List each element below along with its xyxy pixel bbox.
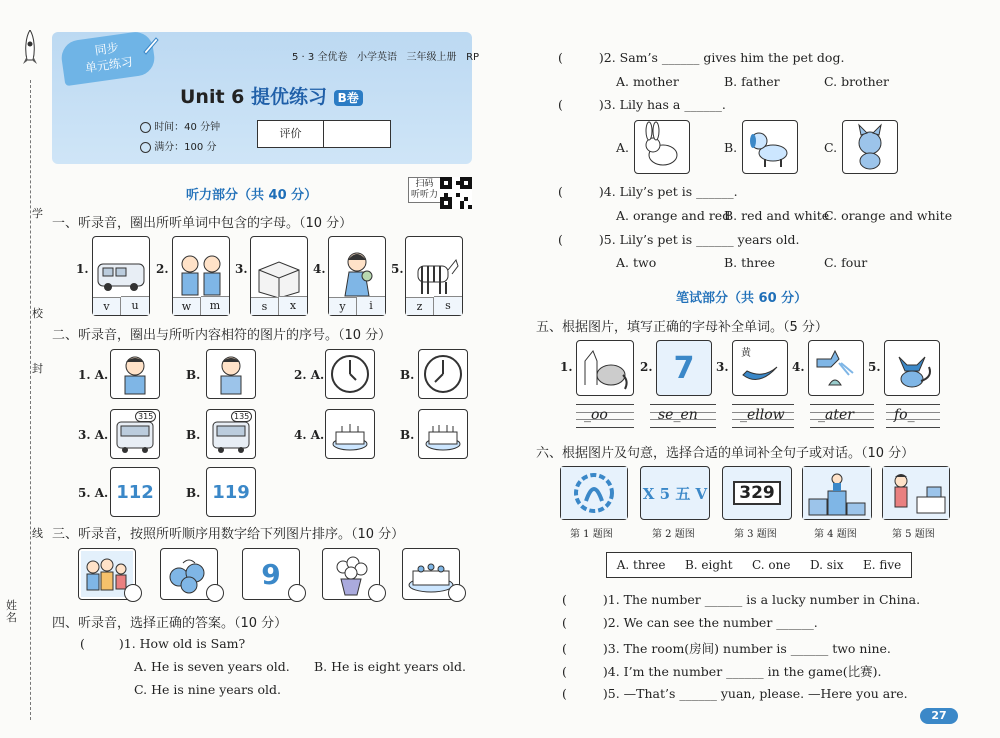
cat-icon: [843, 121, 897, 173]
edition-name: RP: [466, 52, 480, 63]
rating-label: 评价: [258, 121, 324, 147]
s6-caption-3: 第 3 题图: [734, 529, 777, 540]
watering-icon: [809, 341, 863, 395]
s1-pic-box[interactable]: [250, 236, 308, 316]
s1-num-1: 1.: [76, 262, 89, 276]
s2-pic-2b[interactable]: [418, 349, 468, 399]
s3-circle-1[interactable]: [124, 584, 142, 602]
time-label: 时间：40 分钟: [154, 122, 221, 133]
listening-heading: 听力部分（共 40 分）: [186, 188, 318, 203]
s5-word-3: _ellow: [740, 407, 785, 423]
page-number-text: 27: [931, 709, 947, 722]
r-q2-option-c[interactable]: C. brother: [824, 74, 890, 89]
cake-icon: [419, 410, 467, 458]
bus-number-b: 135: [231, 411, 252, 422]
r-q5: [558, 232, 799, 247]
section3-title: 三、听录音，按照所听顺序用数字给下列图片排序。（10 分）: [52, 527, 405, 542]
r-q2-text: )2. Sam’s ______ gives him the pet dog.: [598, 50, 845, 65]
s6-pic3-text: 329: [733, 481, 781, 505]
title-unit: Unit 6: [180, 86, 245, 108]
series-name: 5 · 3 全优卷: [292, 52, 348, 63]
boy-icon: [111, 350, 159, 398]
s1-pic-brothers[interactable]: [172, 236, 230, 316]
s1-letter-2b[interactable]: m: [201, 296, 229, 315]
section2-title: 二、听录音，圈出与所听内容相符的图片的序号。（10 分）: [52, 328, 392, 343]
s2-pic-4a[interactable]: [325, 409, 375, 459]
qr-code-icon[interactable]: [440, 177, 472, 209]
r-q3-option-b[interactable]: B.: [724, 140, 738, 155]
number-119: 119: [212, 481, 250, 503]
r-q4-option-b[interactable]: B. red and white: [724, 208, 830, 223]
podium-icon: [803, 467, 871, 519]
score-info: [140, 138, 216, 153]
s6-q1: [562, 592, 920, 607]
s4-q1-paren-open: (: [80, 636, 85, 651]
r-q5-option-c[interactable]: C. four: [824, 255, 868, 270]
s1-letter-1b[interactable]: u: [121, 296, 149, 315]
r-q3-pic-dog[interactable]: [742, 120, 798, 174]
s6-pic-2: [640, 466, 710, 520]
s4-q1-text: 1. How old is Sam?: [123, 636, 246, 651]
s1-letter-1a[interactable]: v: [93, 297, 121, 315]
s6-caption-5: 第 5 题图: [892, 529, 935, 540]
check-icon: [140, 142, 151, 153]
margin-label-name: 姓名: [6, 599, 17, 624]
word-bank-c: C. one: [752, 558, 791, 572]
rating-field[interactable]: [324, 121, 390, 147]
zoo-animals-icon: [577, 341, 633, 395]
r-q2-option-a[interactable]: A. mother: [616, 74, 679, 89]
s5-pic-zoo: [576, 340, 634, 396]
s2-label-1b: B.: [186, 368, 201, 382]
s3-circle-4[interactable]: [368, 584, 386, 602]
time-info: [140, 118, 220, 133]
s1-pic-girl[interactable]: [328, 236, 386, 316]
s3-circle-5[interactable]: [448, 584, 466, 602]
s2-pic-3b[interactable]: [206, 409, 256, 459]
qr-label-2: 听听力: [411, 190, 439, 200]
score-label: 满分：100 分: [154, 142, 217, 153]
s2-pic-1b[interactable]: [206, 349, 256, 399]
s6-q1-paren: (: [562, 592, 567, 607]
s4-q1-paren-close: ): [118, 636, 124, 651]
s1-num-3: 3.: [235, 262, 248, 276]
s6-pic-5: [882, 466, 950, 520]
title-tag: B卷: [334, 90, 363, 106]
r-q4-text: )4. Lily’s pet is ______.: [598, 184, 738, 199]
s5-num-2: 2.: [640, 360, 653, 374]
page-title: [180, 82, 363, 109]
s5-write-1[interactable]: [576, 404, 634, 428]
section5-title: 五、根据图片，填写正确的字母补全单词。（5 分）: [536, 320, 828, 335]
s6-q1-text: )1. The number ______ is a lucky number in China.: [602, 592, 921, 607]
margin-label-school: 学: [32, 207, 43, 220]
knot-icon: [561, 467, 627, 519]
r-q5-option-a[interactable]: A. two: [616, 255, 657, 270]
word-bank-b: B. eight: [684, 558, 733, 572]
s4-q1-option-a[interactable]: A. He is seven years old.: [134, 659, 290, 674]
s5-write-4[interactable]: [810, 404, 874, 428]
word-bank: [606, 552, 912, 578]
s2-pic-1a[interactable]: [110, 349, 160, 399]
s2-label-4a: 4. A.: [294, 428, 325, 442]
s5-write-5[interactable]: [886, 404, 940, 428]
s6-q2: [562, 615, 818, 630]
s1-num-5: 5.: [391, 262, 404, 276]
series-info: [292, 48, 479, 63]
r-q3-pic-rabbit[interactable]: [634, 120, 690, 174]
s4-q1: [80, 636, 245, 651]
s5-write-3[interactable]: [732, 404, 794, 428]
s1-pic-van[interactable]: [92, 236, 150, 316]
yellow-char: 黄: [741, 348, 751, 359]
s5-num-3: 3.: [716, 360, 729, 374]
cake-icon: [326, 410, 374, 458]
rocket-icon: [22, 30, 38, 70]
title-cn: 提优练习: [251, 86, 328, 108]
word-bank-d: D. six: [809, 558, 844, 572]
digit-7: 7: [673, 350, 695, 386]
s6-caption-1: 第 1 题图: [570, 529, 613, 540]
qr-label: [408, 177, 441, 203]
r-q3-paren: (: [558, 97, 563, 112]
margin-label-seal: 封: [32, 362, 43, 375]
r-q3-option-c[interactable]: C.: [824, 140, 838, 155]
s1-num-2: 2.: [156, 262, 169, 276]
section6-title: 六、根据图片及句意，选择合适的单词补全句子或对话。（10 分）: [536, 446, 915, 461]
dog-icon: [743, 121, 797, 173]
s3-circle-2[interactable]: [206, 584, 224, 602]
s5-num-5: 5.: [868, 360, 881, 374]
fox-icon: [885, 341, 939, 395]
word-bank-a: A. three: [616, 558, 666, 572]
s1-letter-4a[interactable]: y: [329, 297, 357, 315]
badge-line1: 同步: [93, 40, 120, 58]
s5-num-1: 1.: [560, 360, 573, 374]
s6-q3: [562, 639, 891, 657]
s2-label-1a: 1. A.: [78, 368, 109, 382]
s6-q2-text: )2. We can see the number ______.: [602, 615, 818, 630]
s6-caption-4: 第 4 题图: [814, 529, 857, 540]
s2-pic-4b[interactable]: [418, 409, 468, 459]
s5-word-1: _oo: [584, 407, 608, 423]
s1-letter-3b[interactable]: x: [279, 296, 307, 315]
s5-word-5: fo_: [894, 407, 915, 423]
s2-pic-3a[interactable]: [110, 409, 160, 459]
word-bank-e: E. five: [862, 558, 902, 572]
s2-label-5a: 5. A.: [78, 486, 109, 500]
rabbit-icon: [635, 121, 689, 173]
qr-label-1: 扫码: [415, 179, 434, 189]
subject-name: 小学英语: [357, 52, 397, 63]
s1-num-4: 4.: [313, 262, 326, 276]
s6-q2-paren: (: [562, 615, 567, 630]
bus-number-a: 315: [135, 411, 156, 422]
s5-word-2: se_en: [658, 407, 698, 423]
r-q4: [558, 184, 738, 199]
r-q2: [558, 50, 844, 65]
s5-pic-yellow: [732, 340, 788, 396]
r-q5-paren: (: [558, 232, 563, 247]
margin-label-class: 校: [32, 307, 43, 320]
s6-q3-paren: (: [562, 641, 567, 656]
s6-q5-paren: (: [562, 686, 567, 701]
s1-letter-4b[interactable]: i: [357, 296, 385, 315]
r-q5-option-b[interactable]: B. three: [724, 255, 775, 270]
r-q4-option-a[interactable]: A. orange and red: [616, 208, 731, 223]
r-q5-text: )5. Lily’s pet is ______ years old.: [598, 232, 800, 247]
clock-icon: [326, 350, 374, 398]
clock-icon: [140, 122, 151, 133]
r-q2-option-b[interactable]: B. father: [724, 74, 780, 89]
s6-pic-4: [802, 466, 872, 520]
s6-q4: [562, 662, 882, 680]
s4-q1-option-b[interactable]: B. He is eight years old.: [314, 659, 467, 674]
s6-caption-2: 第 2 题图: [652, 529, 695, 540]
s6-q5-text: )5. —That’s ______ yuan, please. —Here you are.: [602, 686, 908, 701]
section4-title: 四、听录音，选择正确的答案。（10 分）: [52, 616, 288, 631]
s6-q4-paren: (: [562, 664, 567, 679]
s6-q4-text: )4. I’m the number ______ in the game(比赛).: [602, 664, 882, 679]
clock-icon: [419, 350, 467, 398]
s5-pic-fox: [884, 340, 940, 396]
s5-pic-water: [808, 340, 864, 396]
s5-write-2[interactable]: [650, 404, 716, 428]
s2-pic-5a[interactable]: [110, 467, 160, 517]
s6-pic2-text: X 5 五 V: [642, 484, 708, 503]
rocket-badge-icon: [140, 34, 162, 56]
shop-icon: [883, 467, 949, 519]
r-q3-pic-cat[interactable]: [842, 120, 898, 174]
left-margin: [0, 0, 46, 738]
s2-label-2a: 2. A.: [294, 368, 325, 382]
page-number: [920, 708, 958, 724]
writing-heading: 笔试部分（共 60 分）: [676, 291, 808, 306]
digit-9: 9: [261, 557, 281, 591]
r-q3-option-a[interactable]: A.: [616, 140, 630, 155]
s5-word-4: _ater: [818, 407, 854, 423]
s1-letter-3a[interactable]: s: [251, 297, 279, 315]
s1-letter-5b[interactable]: s: [434, 296, 462, 315]
margin-label-line: 线: [32, 527, 43, 540]
s2-label-3a: 3. A.: [78, 428, 109, 442]
r-q2-paren: (: [558, 50, 563, 65]
s2-label-5b: B.: [186, 486, 201, 500]
s3-circle-3[interactable]: [288, 584, 306, 602]
grade-name: 三年级上册: [406, 52, 457, 63]
s5-num-4: 4.: [792, 360, 805, 374]
s1-letter-5a[interactable]: z: [406, 297, 434, 315]
s4-q1-option-c[interactable]: C. He is nine years old.: [134, 682, 281, 697]
section1-title: 一、听录音，圈出所听单词中包含的字母。（10 分）: [52, 216, 353, 231]
s6-q5: [562, 686, 908, 701]
s6-pic-1: [560, 466, 628, 520]
boy-icon: [207, 350, 255, 398]
rating-box: [257, 120, 391, 148]
number-112: 112: [116, 481, 154, 503]
badge-line2: 单元练习: [84, 54, 134, 76]
s2-label-4b: B.: [400, 428, 415, 442]
s6-q3-text: )3. The room(房间) number is ______ two nine.: [602, 641, 891, 656]
r-q4-paren: (: [558, 184, 563, 199]
s2-label-2b: B.: [400, 368, 415, 382]
s6-pic-3: [722, 466, 792, 520]
r-q3: [558, 97, 726, 112]
s2-pic-2a[interactable]: [325, 349, 375, 399]
r-q3-text: )3. Lily has a ______.: [598, 97, 726, 112]
s2-label-3b: B.: [186, 428, 201, 442]
s1-letter-2a[interactable]: w: [173, 297, 201, 315]
s2-pic-5b[interactable]: [206, 467, 256, 517]
s5-pic-seven: [656, 340, 712, 396]
s1-pic-zebra[interactable]: [405, 236, 463, 316]
r-q4-option-c[interactable]: C. orange and white: [824, 208, 953, 223]
